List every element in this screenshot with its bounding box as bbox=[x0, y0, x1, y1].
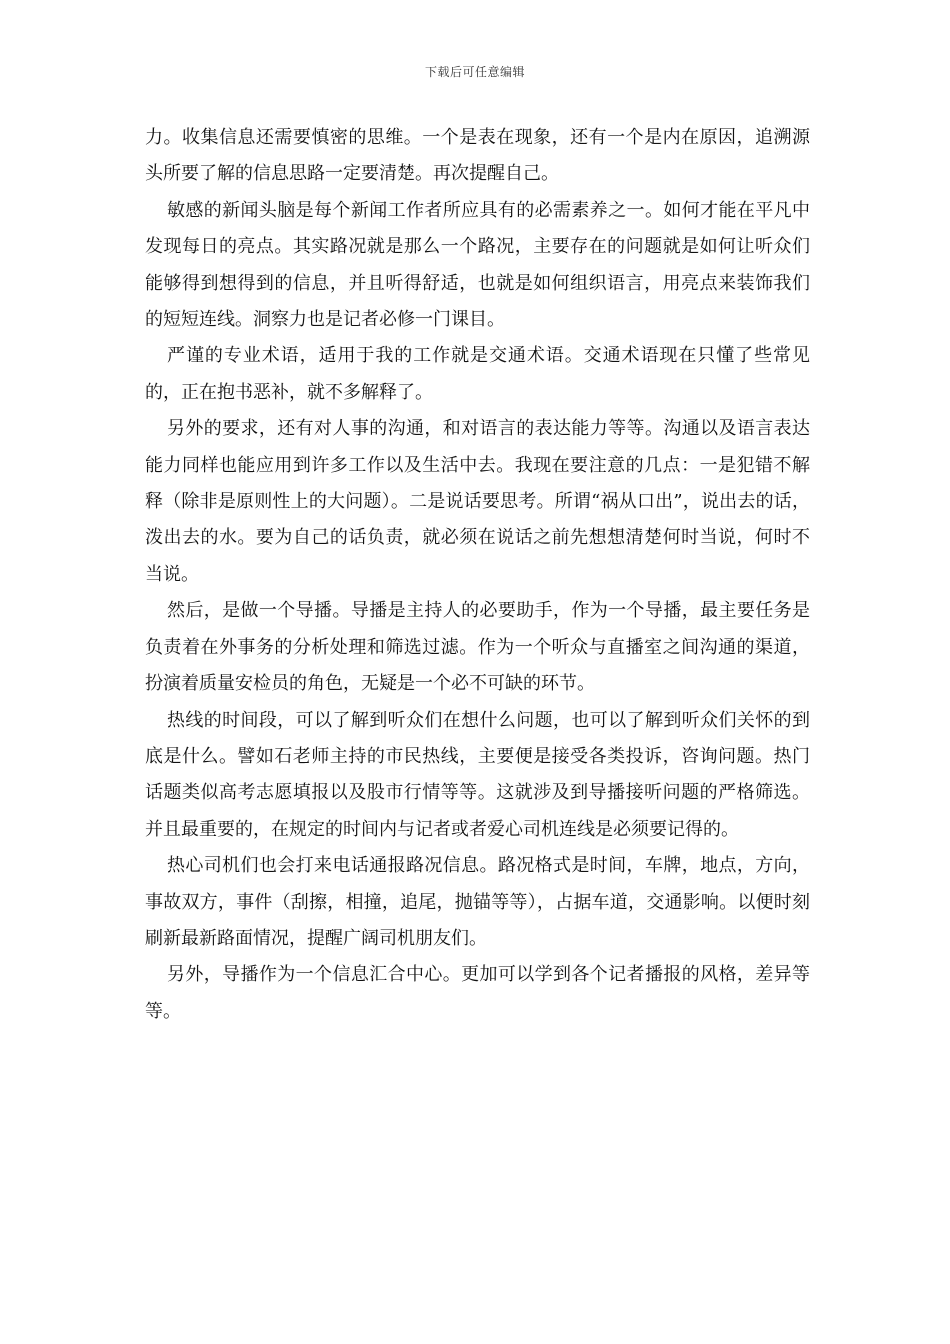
paragraph-3: 严谨的专业术语，适用于我的工作就是交通术语。交通术语现在只懂了些常见的，正在抱书恶补，就不多解释了。 bbox=[145, 345, 810, 403]
paragraph-2: 敏感的新闻头脑是每个新闻工作者所应具有的必需素养之一。如何才能在平凡中发现每日的亮点。其实路况就是那么一个路况，主要存在的问题就是如何让听众们能够得到想得到的信息，并且听得舒适，也就是如何组织语言，用亮点来装饰我们的短短连线。洞察力也是记者必修一门课目。 bbox=[145, 199, 810, 331]
page-header: 下载后可任意编辑 bbox=[424, 65, 525, 79]
document-body bbox=[145, 120, 810, 1030]
paragraph-5: 然后，是做一个导播。导播是主持人的必要助手，作为一个导播，最主要任务是负责着在外事务的分析处理和筛选过滤。作为一个听众与直播室之间沟通的渠道，扮演着质量安检员的角色，无疑是一个必不可缺的环节。 bbox=[145, 600, 810, 695]
paragraph-6: 热线的时间段，可以了解到听众们在想什么问题，也可以了解到听众们关怀的到底是什么。譬如石老师主持的市民热线，主要便是接受各类投诉，咨询问题。热门话题类似高考志愿填报以及股市行情等等。这就涉及到导播接听问题的严格筛选。并且最重要的，在规定的时间内与记者或者爱心司机连线是必须要记得的。 bbox=[145, 709, 810, 840]
paragraph-7: 热心司机们也会打来电话通报路况信息。路况格式是时间，车牌，地点，方向，事故双方，事件（刮擦，相撞，追尾，抛锚等等），占据车道，交通影响。以便时刻刷新最新路面情况，提醒广阔司机朋友们。 bbox=[145, 855, 810, 949]
paragraph-4: 另外的要求，还有对人事的沟通，和对语言的表达能力等等。沟通以及语言表达能力同样也能应用到许多工作以及生活中去。我现在要注意的几点：一是犯错不解释（除非是原则性上的大问题）。二是说话要思考。所谓“祸从口出”，说出去的话，泼出去的水。要为自己的话负责，就必须在说话之前先想想清楚何时当说，何时不当说。 bbox=[145, 418, 810, 585]
paragraph-1: 力。收集信息还需要慎密的思维。一个是表在现象，还有一个是内在原因，追溯源头所要了解的信息思路一定要清楚。再次提醒自己。 bbox=[145, 127, 810, 185]
paragraph-8: 另外，导播作为一个信息汇合中心。更加可以学到各个记者播报的风格，差异等等。 bbox=[145, 964, 810, 1022]
